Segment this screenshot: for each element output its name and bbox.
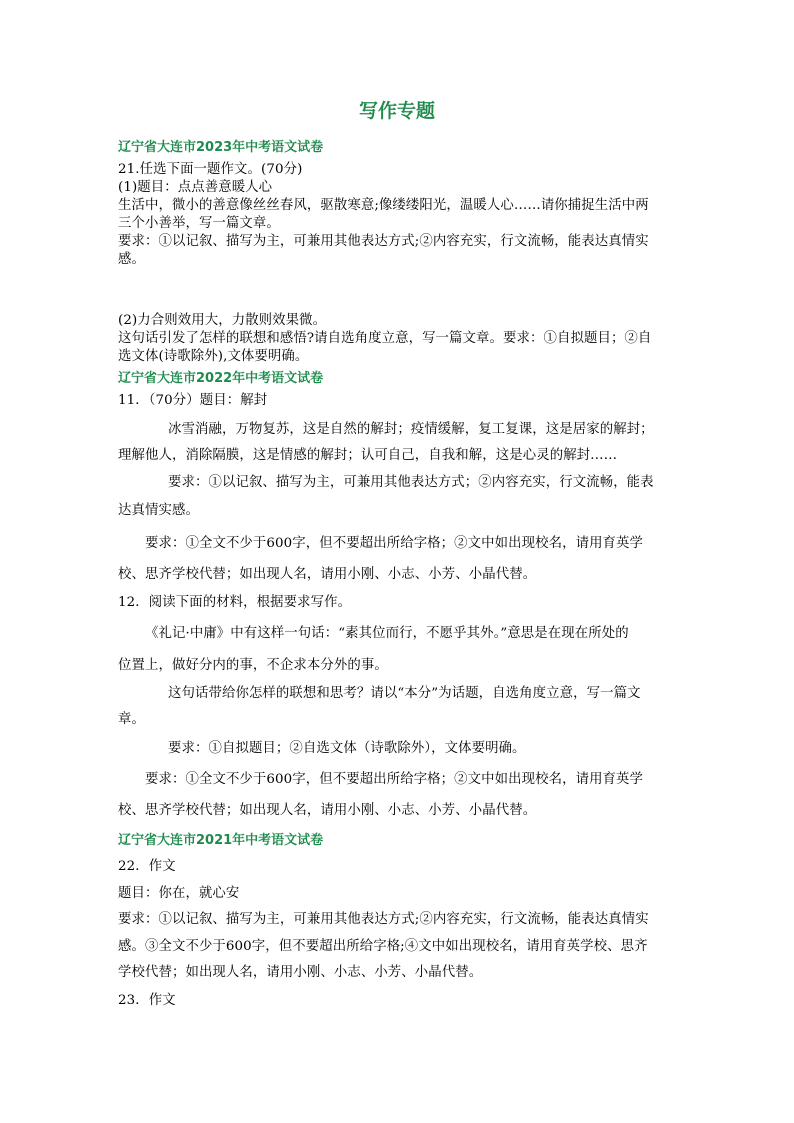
text-line: 三个小善举，写一篇文章。 — [118, 216, 280, 231]
text-line: (2)力合则效用大，力散则效果微。 — [118, 313, 327, 328]
text-line: 学校代替；如出现人名，请用小刚、小志、小芳、小晶代替。 — [118, 965, 483, 980]
text-line: 校、思齐学校代替；如出现人名，请用小刚、小志、小芳、小晶代替。 — [118, 567, 537, 582]
text-line: 校、思齐学校代替；如出现人名，请用小刚、小志、小芳、小晶代替。 — [118, 803, 537, 818]
text-line: 23．作文 — [118, 993, 176, 1008]
text-line: 位置上，做好分内的事，不企求本分外的事。 — [118, 658, 388, 673]
text-line: 理解他人，消除隔膜，这是情感的解封；认可自己，自我和解，这是心灵的解封…… — [118, 448, 618, 463]
text-line: 这句话引发了怎样的联想和感悟?请自选角度立意，写一篇文章。要求：①自拟题目；②自 — [118, 331, 652, 346]
text-line: (1)题目：点点善意暖人心 — [118, 180, 273, 195]
text-line: 感。 — [118, 252, 145, 267]
text-line: 章。 — [118, 712, 145, 727]
text-line: 要求：①全文不少于600字，但不要超出所给字格；②文中如出现校名，请用育英学 — [145, 772, 644, 787]
text-line: 《礼记·中庸》中有这样一句话：“素其位而行，不愿乎其外。”意思是在现在所处的 — [145, 626, 629, 641]
text-line: 要求：①自拟题目；②自选文体（诗歌除外），文体要明确。 — [168, 741, 526, 756]
section-heading-2021: 辽宁省大连市2021年中考语文试卷 — [118, 833, 324, 848]
text-line: 冰雪消融，万物复苏，这是自然的解封；疫情缓解，复工复课，这是居家的解封； — [168, 422, 654, 437]
text-line: 达真情实感。 — [118, 503, 199, 518]
text-line: 这句话带给你怎样的联想和思考？请以“本分”为话题，自选角度立意，写一篇文 — [168, 686, 641, 701]
text-line: 要求：①以记叙、描写为主，可兼用其他表达方式；②内容充实，行文流畅，能表 — [168, 475, 654, 490]
text-line: 要求：①全文不少于600字，但不要超出所给字格；②文中如出现校名，请用育英学 — [145, 536, 644, 551]
text-line: 21.任选下面一题作文。(70分) — [118, 162, 303, 177]
text-line: 生活中，微小的善意像丝丝春风，驱散寒意;像缕缕阳光，温暖人心……请你捕捉生活中两 — [118, 198, 649, 213]
text-line: 12．阅读下面的材料，根据要求写作。 — [118, 595, 352, 610]
text-line: 11．（70分）题目：解封 — [118, 393, 268, 408]
text-line: 要求：①以记叙、描写为主，可兼用其他表达方式;②内容充实，行文流畅，能表达真情实 — [118, 912, 649, 927]
text-line: 22．作文 — [118, 859, 176, 874]
text-line: 要求：①以记叙、描写为主，可兼用其他表达方式;②内容充实，行文流畅，能表达真情实 — [118, 234, 649, 249]
section-heading-2022: 辽宁省大连市2022年中考语文试卷 — [118, 371, 324, 386]
section-heading-2023: 辽宁省大连市2023年中考语文试卷 — [118, 140, 324, 155]
text-line: 题目：你在，就心安 — [118, 886, 240, 901]
text-line: 选文体(诗歌除外),文体要明确。 — [118, 349, 309, 364]
page-title: 写作专题 — [358, 100, 435, 122]
text-line: 感。③全文不少于600字，但不要超出所给字格;④文中如出现校名，请用育英学校、思齐 — [118, 939, 648, 954]
